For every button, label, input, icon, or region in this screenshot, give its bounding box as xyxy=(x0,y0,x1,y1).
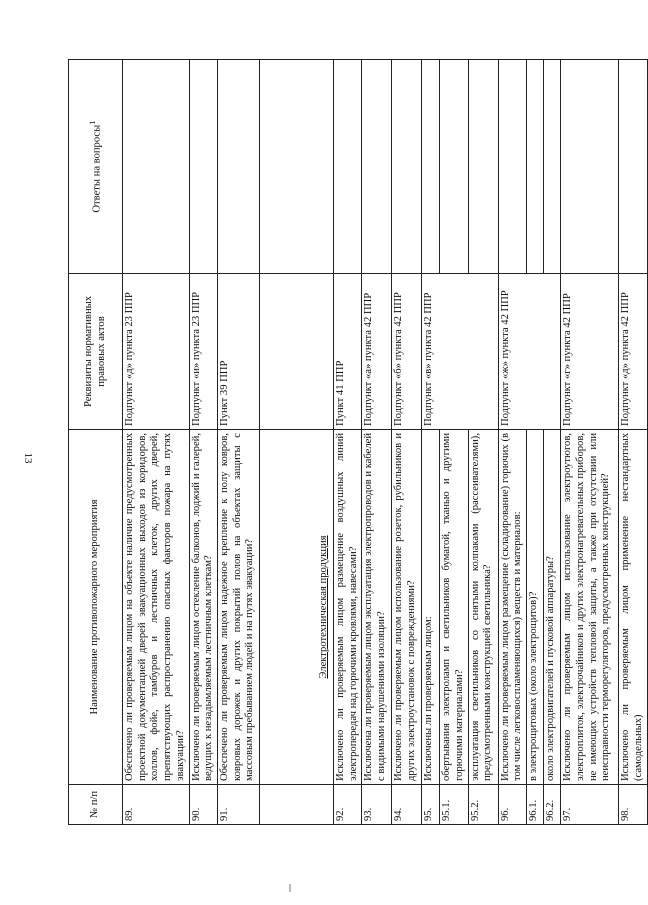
rotated-table-container xyxy=(68,60,644,825)
row-requisite: Подпункт «д» пункта 42 ППР xyxy=(619,274,647,430)
section-num-cell xyxy=(259,785,333,825)
section-title: Электротехническая продукция xyxy=(259,430,333,785)
section-empty-cell xyxy=(259,274,333,430)
header-num: № п/п xyxy=(69,785,123,825)
table-row: 95.1. обертывания электроламп и светильников бумагой, тканью и другими горючими материалами? xyxy=(440,60,468,825)
header-answers: Ответы на вопросы$^1$ xyxy=(69,60,123,274)
row-answer xyxy=(362,60,392,274)
row-answer xyxy=(189,60,217,274)
row-answer xyxy=(544,60,561,274)
row-text: Исключено ли проверяемым лицом размещение (складирование) горючих (в том числе легковоспламеняющихся) веществ и материалов: xyxy=(498,430,526,785)
row-requisite: Подпункт «ж» пункта 42 ППР xyxy=(498,274,560,430)
table-row: 97. Исключено ли проверяемым лицом использование электроутюгов, электроплиток, электрочайников и других электронагревательных приборов, не имеющих устройств тепловой защиты, а также при отсутствии или неисправности терморегуляторов, предусмотренных конструкцией? Подпункт «г» пункта 42 ППР xyxy=(561,60,619,825)
table-row: 98. Исключено ли проверяемым лицом применение нестандартных (самодельных) Подпункт «д» пункта 42 ППР xyxy=(619,60,647,825)
table-row: 92. Исключено ли проверяемым лицом размещение воздушных линий электропередач над горючими кровлями, навесами? Пункт 41 ППР xyxy=(333,60,361,825)
row-requisite: Подпункт «в» пункта 42 ППР xyxy=(422,274,498,430)
row-text: Исключено ли проверяемым лицом использование электроутюгов, электроплиток, электрочайников и других электронагревательных приборов, не имеющих устройств тепловой защиты, а также при отсутствии или неисправности терморегуляторов, предусмотренных конструкцией? xyxy=(561,430,619,785)
table-row: 90. Исключено ли проверяемым лицом остекление балконов, лоджий и галерей, ведущих к незадымляемым лестничным клеткам? Подпункт «и» пункта 23 ППР xyxy=(189,60,217,825)
row-text: Обеспечено ли проверяемым лицом надежное крепление к полу ковров, ковровых дорожек и других покрытий полов на объектах защиты с массовым пребыванием людей и на путях эвакуации? xyxy=(217,430,259,785)
row-text: Исключены ли проверяемым лицом: xyxy=(422,430,440,785)
row-answer xyxy=(217,60,259,274)
row-requisite: Пункт 41 ППР xyxy=(333,274,361,430)
row-answer xyxy=(498,60,526,274)
table-row: 96. Исключено ли проверяемым лицом размещение (складирование) горючих (в том числе легковоспламеняющихся) веществ и материалов: Подпункт «ж» пункта 42 ППР xyxy=(498,60,526,825)
row-answer xyxy=(527,60,544,274)
row-answer xyxy=(440,60,468,274)
row-requisite: Подпункт «и» пункта 23 ППР xyxy=(189,274,217,430)
row-answer xyxy=(333,60,361,274)
row-answer xyxy=(619,60,647,274)
header-measure: Наименование противопожарного мероприятия xyxy=(69,430,123,785)
table-row: 96.1. в электрощитовых (около электрощитов)? xyxy=(527,60,544,825)
table-row: 94. Исключено ли проверяемым лицом использование розеток, рубильников и других электроустановок с повреждениями? Подпункт «б» пункта 42 ППР xyxy=(392,60,422,825)
row-answer xyxy=(123,60,190,274)
row-requisite: Пункт 39 ППР xyxy=(217,274,259,430)
row-requisite: Подпункт «б» пункта 42 ППР xyxy=(392,274,422,430)
table-row: 91. Обеспечено ли проверяемым лицом надежное крепление к полу ковров, ковровых дорожек и других покрытий полов на объектах защиты с массовым пребыванием людей и на путях эвакуации? Пункт 39 ППР xyxy=(217,60,259,825)
table-row: 95. Исключены ли проверяемым лицом: Подпункт «в» пункта 42 ППР xyxy=(422,60,440,825)
table-row: 93. Исключена ли проверяемым лицом эксплуатация электропроводов и кабелей с видимыми нарушениями изоляции? Подпункт «а» пункта 42 ППР xyxy=(362,60,392,825)
row-text: в электрощитовых (около электрощитов)? xyxy=(527,430,544,785)
row-text: Исключено ли проверяемым лицом размещение воздушных линий электропередач над горючими кровлями, навесами? xyxy=(333,430,361,785)
row-requisite: Подпункт «д» пункта 23 ППР xyxy=(123,274,190,430)
row-text: обертывания электроламп и светильников бумагой, тканью и другими горючими материалами? xyxy=(440,430,468,785)
row-text: Исключено ли проверяемым лицом применение нестандартных (самодельных) xyxy=(619,430,647,785)
table-row: 95.2. эксплуатация светильников со снятыми колпаками (рассеивателями), предусмотренными конструкцией светильника? xyxy=(468,60,498,825)
table-row: 89. Обеспечено ли проверяемым лицом на объекте наличие предусмотренных проектной документацией дверей эвакуационных выходов из коридоров, холлов, фойе, тамбуров и лестничных клеток, других дверей, препятствующих распространению опасных факторов пожара на путях эвакуации? Подпункт «д» пункта 23 ППР xyxy=(123,60,190,825)
row-text: около электродвигателей и пусковой аппаратуры? xyxy=(544,430,561,785)
section-row xyxy=(259,60,333,825)
row-text: Обеспечено ли проверяемым лицом на объекте наличие предусмотренных проектной документацией дверей эвакуационных выходов из коридоров, холлов, фойе, тамбуров и лестничных клеток, других дверей, препятствующих распространению опасных факторов пожара на путях эвакуации? xyxy=(123,430,190,785)
table-row: 96.2. около электродвигателей и пусковой аппаратуры? xyxy=(544,60,561,825)
row-requisite: Подпункт «г» пункта 42 ППР xyxy=(561,274,619,430)
header-requisites: Реквизиты нормативных правовых актов xyxy=(69,274,123,430)
scan-mark xyxy=(289,884,291,892)
checklist-table xyxy=(68,59,648,825)
row-answer xyxy=(561,60,619,274)
row-answer xyxy=(422,60,440,274)
checklist-sheet xyxy=(68,60,644,825)
row-text: Исключено ли проверяемым лицом использование розеток, рубильников и других электроустановок с повреждениями? xyxy=(392,430,422,785)
row-text: эксплуатация светильников со снятыми колпаками (рассеивателями), предусмотренными конструкцией светильника? xyxy=(468,430,498,785)
table-header-row xyxy=(69,60,123,825)
row-answer xyxy=(468,60,498,274)
page-number: 13 xyxy=(22,452,34,464)
row-text: Исключено ли проверяемым лицом остекление балконов, лоджий и галерей, ведущих к незадымляемым лестничным клеткам? xyxy=(189,430,217,785)
row-requisite: Подпункт «а» пункта 42 ППР xyxy=(362,274,392,430)
row-text: Исключена ли проверяемым лицом эксплуатация электропроводов и кабелей с видимыми нарушениями изоляции? xyxy=(362,430,392,785)
row-answer xyxy=(392,60,422,274)
section-empty-cell xyxy=(259,60,333,274)
